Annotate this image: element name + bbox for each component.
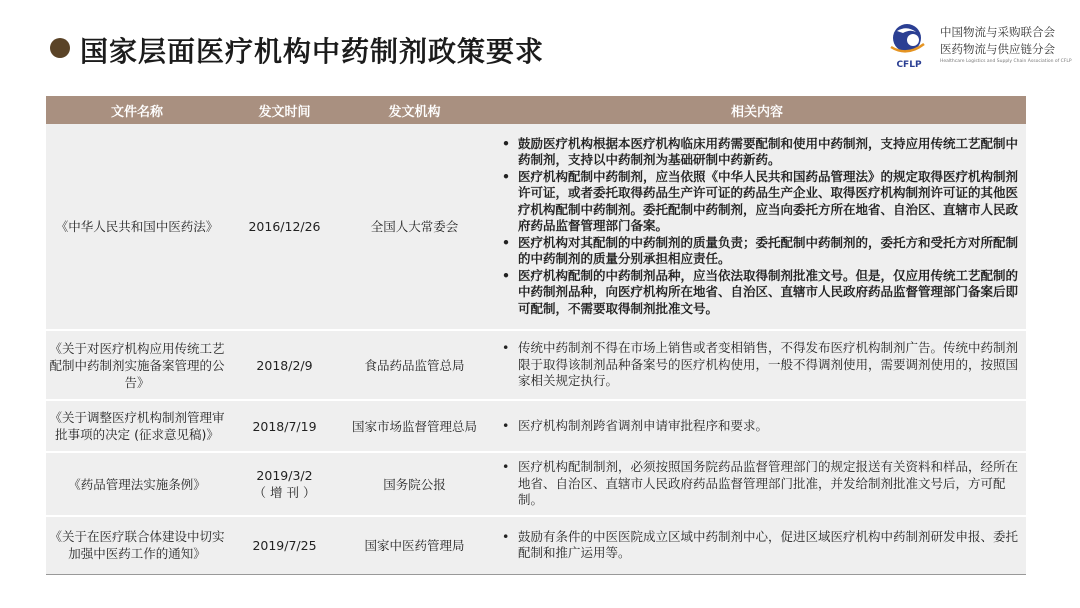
date-cell: 2019/7/25	[228, 516, 341, 574]
date-value: 2019/3/2	[256, 468, 313, 483]
bullet-icon: •	[502, 459, 510, 475]
content-bullet: • 医疗机构配制制剂，必须按照国务院药品监督管理部门的规定报送有关资料和样品，经所在地省、自治区、直辖市人民政府药品监督管理部门批准，并发给制剂批准文号后，方可配制。	[502, 459, 1019, 508]
content-bullet: • 医疗机构对其配制的中药制剂的质量负责；委托配制中药制剂的，委托方和受托方对所配制的中药制剂的质量分别承担相应责任。	[502, 234, 1019, 267]
table-row	[46, 516, 1026, 574]
logo-line-2: 医药物流与供应链分会	[940, 42, 1055, 56]
org-cell: 国家中医药管理局	[341, 516, 488, 574]
bullet-icon: •	[502, 417, 510, 433]
table-row	[46, 400, 1026, 452]
content-bullet: • 医疗机构配制的中药制剂品种，应当依法取得制剂批准文号。但是，仅应用传统工艺配制的中药制剂品种，向医疗机构所在地省、自治区、直辖市人民政府药品监督管理部门备案后即可配制，不需要取得制剂批准文号。	[502, 267, 1019, 316]
doc-name-cell: 《中华人民共和国中医药法》	[46, 124, 228, 330]
doc-name-cell: 《关于在医疗联合体建设中切实加强中医药工作的通知》	[46, 516, 228, 574]
content-bullet: • 鼓励有条件的中医医院成立区域中药制剂中心，促进区域医疗机构中药制剂研发申报、委托配制和推广运用等。	[502, 528, 1019, 561]
date-cell	[228, 452, 341, 516]
bullet-icon: •	[502, 528, 510, 544]
logo-line-3: Healthcare Logistics and Supply Chain Association of CFLP	[940, 59, 1072, 64]
content-bullet: • 医疗机构配制中药制剂，应当依照《中华人民共和国药品管理法》的规定取得医疗机构制剂许可证，或者委托取得药品生产许可证的药品生产企业、取得医疗机构制剂许可证的其他医疗机构配制中药制剂。委托配制中药制剂，应当向委托方所在地省、自治区、直辖市人民政府药品监督管理部门备案。	[502, 168, 1019, 234]
content-cell	[488, 400, 1026, 452]
table-row	[46, 124, 1026, 330]
org-cell: 国家市场监督管理总局	[341, 400, 488, 452]
doc-name-cell: 《关于调整医疗机构制剂管理审批事项的决定 (征求意见稿)》	[46, 400, 228, 452]
content-bullet: • 医疗机构制剂跨省调剂申请审批程序和要求。	[502, 417, 769, 433]
cflp-logo	[884, 20, 1072, 72]
bullet-icon: •	[502, 168, 510, 184]
org-cell: 食品药品监管总局	[341, 330, 488, 400]
date-note: （ 增 刊 ）	[253, 485, 316, 500]
bullet-icon: •	[502, 234, 510, 250]
svg-text:CFLP: CFLP	[896, 60, 922, 70]
content-cell	[488, 452, 1026, 516]
doc-name-cell: 《关于对医疗机构应用传统工艺配制中药制剂实施备案管理的公告》	[46, 330, 228, 400]
content-cell	[488, 124, 1026, 330]
content-bullet: • 鼓励医疗机构根据本医疗机构临床用药需要配制和使用中药制剂，支持应用传统工艺配制中药制剂，支持以中药制剂为基础研制中药新药。	[502, 135, 1019, 168]
date-cell: 2018/7/19	[228, 400, 341, 452]
table-row	[46, 330, 1026, 400]
policy-table	[46, 96, 1026, 575]
header-date: 发文时间	[228, 96, 341, 124]
title-bullet	[50, 38, 70, 58]
header-doc-name: 文件名称	[46, 96, 228, 124]
org-cell: 全国人大常委会	[341, 124, 488, 330]
logo-line-1: 中国物流与采购联合会	[940, 25, 1055, 39]
content-cell	[488, 516, 1026, 574]
content-cell	[488, 330, 1026, 400]
header-org: 发文机构	[341, 96, 488, 124]
content-bullet: • 传统中药制剂不得在市场上销售或者变相销售，不得发布医疗机构制剂广告。传统中药制剂限于取得该制剂品种备案号的医疗机构使用，一般不得调剂使用，需要调剂使用的，按照国家相关规定执行。	[502, 340, 1019, 389]
page-title: 国家层面医疗机构中药制剂政策要求	[80, 35, 545, 68]
date-cell: 2018/2/9	[228, 330, 341, 400]
cflp-logo-icon	[884, 20, 934, 70]
date-cell: 2016/12/26	[228, 124, 341, 330]
bullet-icon: •	[502, 340, 510, 356]
org-cell: 国务院公报	[341, 452, 488, 516]
header-content: 相关内容	[488, 96, 1026, 124]
doc-name-cell: 《药品管理法实施条例》	[46, 452, 228, 516]
bullet-icon: •	[502, 267, 510, 283]
table-header-row	[46, 96, 1026, 124]
table-row	[46, 452, 1026, 516]
bullet-icon: •	[502, 135, 510, 151]
